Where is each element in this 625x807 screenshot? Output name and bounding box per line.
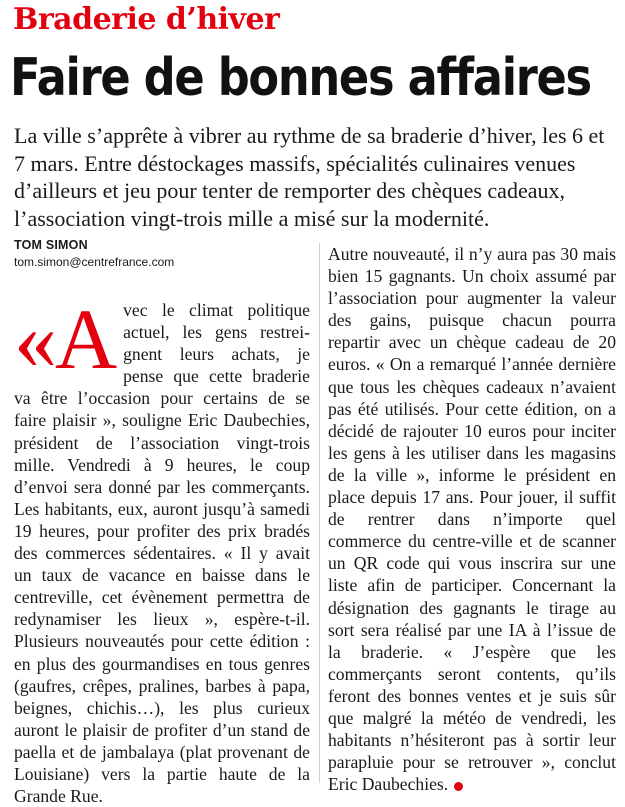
author-name: TOM SIMON	[14, 238, 88, 252]
end-of-article-dot-icon	[454, 782, 463, 791]
article-kicker: Braderie d’hiver	[13, 2, 280, 37]
author-email: tom.simon@centrefrance.com	[14, 255, 175, 269]
article-column-right	[328, 243, 616, 795]
column-divider	[319, 243, 320, 783]
article-lead: La ville s’apprête à vibrer au rythme de sa braderie d’hiver, les 6 et 7 mars. Entre déstockages massifs, spécialités culinaires venues d’ailleurs et jeu pour tenter de remporter des chèques cadeaux, l’association vingt-trois mille a misé sur la modernité.	[14, 123, 605, 231]
body-left-text: vec le climat politique actuel, les gens restreignent leurs achats, je pense que cette braderie va être l’occasion pour certains de se faire plaisir », souligne Eric Daubechies, président de l’association vingt-trois mille. Vendredi à 9 heures, le coup d’envoi sera donné par les commerçants. Les habitants, eux, auront jusqu’à samedi 19 heures, pour profiter des prix bradés des commerces sédentaires. « Il y avait un taux de vacance en baisse dans le centreville, cet évènement permettra de redynamiser les lieux », espère-t-il. Plusieurs nouveautés pour cette édition : en plus des gourmandises en tous genres (gaufres, crêpes, pralines, barbes à papa, beignes, chichis…), les plus curieux auront le plaisir de profiter d’un stand de paella et de jambalaya (plat provenant de Louisiane) vers la partie haute de la Grande Rue.	[14, 300, 310, 807]
dropcap: «A	[14, 291, 116, 387]
byline	[14, 238, 310, 269]
body-right-text: Autre nouveauté, il n’y aura pas 30 mais bien 15 gagnants. Un choix assumé par l’association pour augmenter la valeur des gains, puisque chacun pourra repartir avec un chèque cadeau de 20 euros. « On a remarqué l’année dernière que tous les chèques cadeaux n’avaient pas été utilisés. Pour cette édition, on a décidé de rajouter 10 euros pour inciter les gens à les utiliser dans les magasins de la ville », informe le président en place depuis 17 ans. Pour jouer, il suffit de rentrer dans n’importe quel commerce du centre-ville et de scanner un QR code qui vous inscrira sur une liste afin de participer. Concernant la désignation des gagnants le tirage au sort sera réalisé par une IA à l’issue de la braderie. « J’espère que les commerçants seront contents, qu’ils feront des bonnes ventes et je suis sûr que malgré la météo de vendredi, les habitants n’hésiteront pas à sortir leur parapluie pour se retrouver », conclut Eric Daubechies.	[328, 244, 616, 795]
article-headline: Faire de bonnes affaires	[10, 48, 591, 108]
article-column-left	[14, 291, 310, 807]
